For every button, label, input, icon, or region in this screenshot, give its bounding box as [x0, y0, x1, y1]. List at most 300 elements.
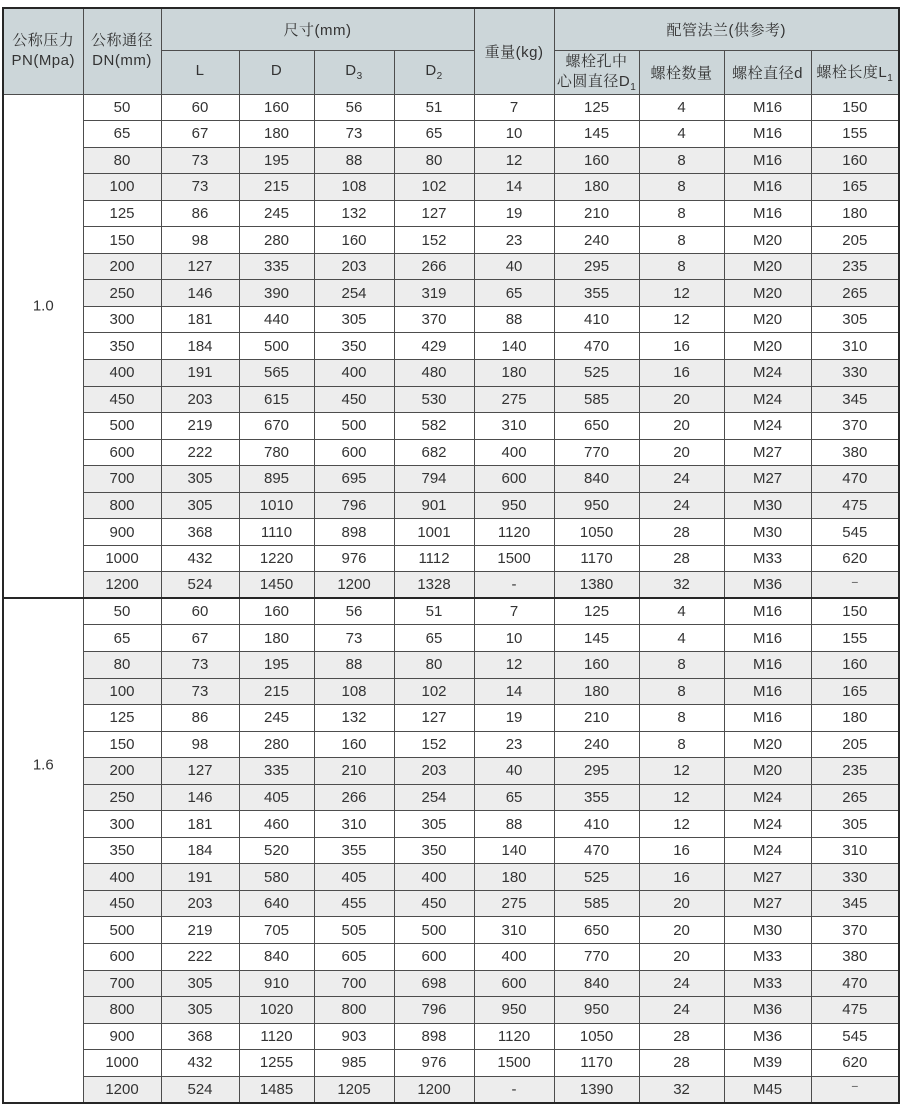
table-cell: 86 — [161, 200, 239, 227]
table-cell: 275 — [474, 890, 554, 917]
table-row — [3, 386, 899, 413]
table-cell: 530 — [394, 386, 474, 413]
pn-value-cell — [3, 94, 83, 598]
table-row — [3, 651, 899, 678]
table-cell: 51 — [394, 94, 474, 121]
table-cell: 900 — [83, 519, 161, 546]
table-cell: 405 — [314, 864, 394, 891]
table-cell: 20 — [639, 386, 724, 413]
table-cell: 200 — [83, 758, 161, 785]
table-cell: 191 — [161, 359, 239, 386]
table-cell: 1000 — [83, 545, 161, 572]
table-cell: 450 — [314, 386, 394, 413]
table-cell: 108 — [314, 174, 394, 201]
table-cell: 88 — [474, 811, 554, 838]
table-cell: 56 — [314, 94, 394, 121]
table-cell: 24 — [639, 466, 724, 493]
table-cell: 23 — [474, 227, 554, 254]
table-row — [3, 705, 899, 732]
table-row — [3, 864, 899, 891]
table-row — [3, 970, 899, 997]
header-col-D — [239, 50, 314, 94]
table-row — [3, 253, 899, 280]
table-cell: 203 — [394, 758, 474, 785]
table-cell: 796 — [314, 492, 394, 519]
table-cell: 16 — [639, 333, 724, 360]
table-row — [3, 784, 899, 811]
table-cell: 898 — [314, 519, 394, 546]
header-col-D-label: D — [270, 62, 283, 79]
table-row — [3, 306, 899, 333]
header-col-D3-sub: 3 — [356, 71, 363, 82]
table-cell: 976 — [394, 1050, 474, 1077]
table-cell: 470 — [811, 970, 899, 997]
table-cell: 1110 — [239, 519, 314, 546]
table-cell: M20 — [724, 333, 811, 360]
table-cell: 4 — [639, 121, 724, 148]
table-cell: 235 — [811, 758, 899, 785]
table-cell: M36 — [724, 572, 811, 599]
table-cell: 275 — [474, 386, 554, 413]
table-row — [3, 1023, 899, 1050]
table-cell: 1120 — [239, 1023, 314, 1050]
table-cell: 1050 — [554, 519, 639, 546]
table-cell: 132 — [314, 705, 394, 732]
table-cell: 24 — [639, 970, 724, 997]
header-col-bolt-qty: 螺栓数量 — [639, 50, 724, 94]
table-cell: 1050 — [554, 1023, 639, 1050]
table-cell: 450 — [83, 890, 161, 917]
table-cell: 266 — [314, 784, 394, 811]
table-cell: 73 — [161, 651, 239, 678]
table-cell: 1001 — [394, 519, 474, 546]
table-cell: 450 — [394, 890, 474, 917]
table-cell: 222 — [161, 944, 239, 971]
table-cell: 400 — [474, 439, 554, 466]
table-cell: 80 — [394, 147, 474, 174]
table-cell: 125 — [554, 94, 639, 121]
table-cell: 200 — [83, 253, 161, 280]
table-cell: 4 — [639, 94, 724, 121]
header-col-D2 — [394, 50, 474, 94]
table-cell: 40 — [474, 253, 554, 280]
table-cell: 380 — [811, 439, 899, 466]
table-cell: 20 — [639, 890, 724, 917]
table-cell: 102 — [394, 174, 474, 201]
table-cell: 794 — [394, 466, 474, 493]
table-cell: M16 — [724, 174, 811, 201]
table-cell: - — [474, 572, 554, 599]
table-cell: 150 — [811, 598, 899, 625]
table-cell: 310 — [314, 811, 394, 838]
pn-value: 1.6 — [32, 756, 54, 774]
table-cell: 16 — [639, 864, 724, 891]
table-cell: 800 — [83, 997, 161, 1024]
section-pn-1-0 — [3, 94, 899, 598]
table-row — [3, 1050, 899, 1077]
table-cell: 16 — [639, 359, 724, 386]
header-col-L — [161, 50, 239, 94]
table-cell: 8 — [639, 678, 724, 705]
table-cell: 132 — [314, 200, 394, 227]
table-cell: 250 — [83, 280, 161, 307]
table-cell: 180 — [554, 678, 639, 705]
table-row — [3, 944, 899, 971]
table-cell: 840 — [554, 466, 639, 493]
table-cell: 245 — [239, 200, 314, 227]
table-row — [3, 147, 899, 174]
table-cell: 350 — [83, 837, 161, 864]
table-cell: 300 — [83, 811, 161, 838]
table-cell: 780 — [239, 439, 314, 466]
section-pn-1-6 — [3, 598, 899, 1102]
table-cell: 1170 — [554, 545, 639, 572]
table-cell: 390 — [239, 280, 314, 307]
table-cell: 254 — [314, 280, 394, 307]
table-row — [3, 333, 899, 360]
table-cell: 184 — [161, 333, 239, 360]
table-cell: 1020 — [239, 997, 314, 1024]
header-col-bolt-len-label: 螺栓长度L — [816, 63, 888, 81]
table-cell: M24 — [724, 386, 811, 413]
table-cell: M33 — [724, 970, 811, 997]
table-cell: 524 — [161, 572, 239, 599]
table-cell: 310 — [474, 917, 554, 944]
table-cell: 405 — [239, 784, 314, 811]
table-cell: 585 — [554, 890, 639, 917]
table-cell: 1500 — [474, 1050, 554, 1077]
table-cell: 280 — [239, 227, 314, 254]
table-cell: M20 — [724, 280, 811, 307]
table-cell: ⁻ — [811, 572, 899, 599]
pn-value-cell — [3, 598, 83, 1102]
table-cell: 1380 — [554, 572, 639, 599]
table-cell: 305 — [161, 997, 239, 1024]
table-cell: 300 — [83, 306, 161, 333]
header-weight: 重量(kg) — [474, 8, 554, 94]
table-cell: ⁻ — [811, 1076, 899, 1103]
table-cell: 20 — [639, 413, 724, 440]
table-cell: M30 — [724, 519, 811, 546]
table-cell: 350 — [394, 837, 474, 864]
table-cell: 370 — [811, 917, 899, 944]
table-cell: 12 — [474, 651, 554, 678]
table-cell: M16 — [724, 678, 811, 705]
table-cell: 950 — [554, 492, 639, 519]
table-cell: 8 — [639, 731, 724, 758]
table-cell: 8 — [639, 705, 724, 732]
table-cell: 8 — [639, 253, 724, 280]
header-flange-group: 配管法兰(供参考) — [554, 8, 899, 50]
table-cell: M16 — [724, 598, 811, 625]
table-cell: 184 — [161, 837, 239, 864]
table-cell: 155 — [811, 625, 899, 652]
table-cell: 7 — [474, 598, 554, 625]
table-cell: 205 — [811, 731, 899, 758]
table-cell: 65 — [83, 121, 161, 148]
table-cell: 150 — [83, 731, 161, 758]
table-cell: 20 — [639, 439, 724, 466]
table-cell: 73 — [161, 678, 239, 705]
table-cell: 400 — [474, 944, 554, 971]
table-cell: 524 — [161, 1076, 239, 1103]
table-cell: 10 — [474, 625, 554, 652]
table-cell: 600 — [474, 970, 554, 997]
table-cell: 840 — [554, 970, 639, 997]
table-cell: M24 — [724, 837, 811, 864]
table-cell: 65 — [394, 625, 474, 652]
table-cell: 355 — [314, 837, 394, 864]
table-cell: 475 — [811, 997, 899, 1024]
table-cell: 8 — [639, 200, 724, 227]
table-row — [3, 890, 899, 917]
table-cell: M24 — [724, 811, 811, 838]
table-cell: 150 — [83, 227, 161, 254]
table-cell: 505 — [314, 917, 394, 944]
table-cell: M16 — [724, 147, 811, 174]
table-cell: 1500 — [474, 545, 554, 572]
table-row — [3, 811, 899, 838]
table-cell: 28 — [639, 519, 724, 546]
table-cell: 310 — [474, 413, 554, 440]
table-cell: 1120 — [474, 519, 554, 546]
header-col-bolt-circle-line2 — [555, 72, 639, 93]
table-cell: 98 — [161, 227, 239, 254]
table-cell: 4 — [639, 598, 724, 625]
table-cell: 32 — [639, 572, 724, 599]
table-cell: 73 — [161, 147, 239, 174]
table-cell: 525 — [554, 864, 639, 891]
table-cell: 65 — [83, 625, 161, 652]
table-cell: 368 — [161, 1023, 239, 1050]
table-cell: M20 — [724, 227, 811, 254]
table-cell: M27 — [724, 439, 811, 466]
table-cell: 12 — [639, 306, 724, 333]
table-cell: 319 — [394, 280, 474, 307]
table-cell: 500 — [394, 917, 474, 944]
table-cell: 180 — [474, 864, 554, 891]
table-cell: 976 — [314, 545, 394, 572]
table-cell: 682 — [394, 439, 474, 466]
table-row — [3, 598, 899, 625]
table-cell: M20 — [724, 253, 811, 280]
table-cell: 1328 — [394, 572, 474, 599]
table-cell: 305 — [314, 306, 394, 333]
table-cell: M33 — [724, 545, 811, 572]
header-col-D3-label: D — [345, 62, 357, 79]
table-cell: 330 — [811, 864, 899, 891]
table-cell: 125 — [554, 598, 639, 625]
table-cell: 245 — [239, 705, 314, 732]
table-cell: 950 — [554, 997, 639, 1024]
table-cell: 12 — [639, 758, 724, 785]
table-cell: 470 — [554, 837, 639, 864]
table-cell: 160 — [554, 651, 639, 678]
table-cell: 160 — [811, 147, 899, 174]
table-cell: 73 — [161, 174, 239, 201]
table-cell: 88 — [314, 651, 394, 678]
table-row — [3, 227, 899, 254]
table-cell: - — [474, 1076, 554, 1103]
table-cell: 1200 — [83, 1076, 161, 1103]
table-row — [3, 413, 899, 440]
table-cell: M24 — [724, 359, 811, 386]
table-cell: 700 — [314, 970, 394, 997]
table-cell: 67 — [161, 121, 239, 148]
header-col-bolt-len-sub: 1 — [887, 72, 894, 84]
table-cell: 280 — [239, 731, 314, 758]
table-cell: 903 — [314, 1023, 394, 1050]
table-cell: 410 — [554, 811, 639, 838]
table-cell: 1000 — [83, 1050, 161, 1077]
table-cell: 65 — [394, 121, 474, 148]
table-cell: 305 — [161, 492, 239, 519]
table-cell: 108 — [314, 678, 394, 705]
table-cell: M16 — [724, 625, 811, 652]
table-cell: 8 — [639, 651, 724, 678]
table-cell: 470 — [554, 333, 639, 360]
table-cell: 14 — [474, 174, 554, 201]
table-cell: 600 — [83, 944, 161, 971]
table-cell: M36 — [724, 997, 811, 1024]
table-cell: 8 — [639, 147, 724, 174]
table-cell: 180 — [554, 174, 639, 201]
table-cell: 429 — [394, 333, 474, 360]
table-cell: 1200 — [314, 572, 394, 599]
table-cell: 695 — [314, 466, 394, 493]
table-cell: 545 — [811, 519, 899, 546]
table-cell: 150 — [811, 94, 899, 121]
table-cell: 295 — [554, 253, 639, 280]
table-cell: 80 — [83, 147, 161, 174]
table-cell: 160 — [239, 598, 314, 625]
table-cell: 1112 — [394, 545, 474, 572]
table-cell: 1010 — [239, 492, 314, 519]
table-cell: 12 — [474, 147, 554, 174]
table-cell: 32 — [639, 1076, 724, 1103]
table-cell: 500 — [314, 413, 394, 440]
table-cell: 205 — [811, 227, 899, 254]
table-row — [3, 545, 899, 572]
table-cell: 28 — [639, 1023, 724, 1050]
table-cell: M16 — [724, 651, 811, 678]
table-cell: 400 — [394, 864, 474, 891]
table-cell: 140 — [474, 837, 554, 864]
table-cell: 56 — [314, 598, 394, 625]
table-cell: 222 — [161, 439, 239, 466]
table-cell: 215 — [239, 678, 314, 705]
table-cell: 400 — [83, 864, 161, 891]
table-cell: 160 — [554, 147, 639, 174]
table-cell: M24 — [724, 413, 811, 440]
header-col-bolt-circle-line2-text: 心圆直径D — [556, 72, 631, 90]
header-nominal-diameter-line2: DN(mm) — [92, 52, 152, 70]
table-row — [3, 439, 899, 466]
table-cell: 950 — [474, 997, 554, 1024]
header-nominal-pressure-line1: 公称压力 — [12, 32, 75, 50]
table-cell: 152 — [394, 227, 474, 254]
table-cell: 350 — [314, 333, 394, 360]
table-cell: 1220 — [239, 545, 314, 572]
table-cell: 98 — [161, 731, 239, 758]
table-cell: 127 — [394, 200, 474, 227]
table-cell: 219 — [161, 917, 239, 944]
table-cell: 1390 — [554, 1076, 639, 1103]
table-cell: 305 — [811, 306, 899, 333]
table-cell: 1170 — [554, 1050, 639, 1077]
table-row — [3, 94, 899, 121]
table-cell: 600 — [314, 439, 394, 466]
header-nominal-pressure — [3, 8, 83, 94]
table-cell: 698 — [394, 970, 474, 997]
table-cell: 985 — [314, 1050, 394, 1077]
table-row — [3, 359, 899, 386]
table-cell: 4 — [639, 625, 724, 652]
table-cell: 152 — [394, 731, 474, 758]
header-nominal-pressure-line2: PN(Mpa) — [11, 52, 75, 70]
table-cell: M16 — [724, 705, 811, 732]
table-cell: 432 — [161, 545, 239, 572]
table-cell: 80 — [394, 651, 474, 678]
table-cell: 10 — [474, 121, 554, 148]
table-cell: 700 — [83, 466, 161, 493]
table-cell: 88 — [474, 306, 554, 333]
table-cell: 203 — [161, 890, 239, 917]
table-cell: 100 — [83, 678, 161, 705]
header-nominal-diameter — [83, 8, 161, 94]
table-cell: 195 — [239, 651, 314, 678]
table-cell: 180 — [239, 121, 314, 148]
table-cell: 500 — [83, 413, 161, 440]
table-cell: 370 — [811, 413, 899, 440]
table-row — [3, 997, 899, 1024]
table-cell: 900 — [83, 1023, 161, 1050]
table-cell: 910 — [239, 970, 314, 997]
table-cell: 898 — [394, 1023, 474, 1050]
table-cell: 181 — [161, 811, 239, 838]
table-cell: 432 — [161, 1050, 239, 1077]
pn-value: 1.0 — [32, 297, 54, 315]
table-cell: 12 — [639, 280, 724, 307]
header-col-D3 — [314, 50, 394, 94]
table-cell: 600 — [394, 944, 474, 971]
table-cell: 440 — [239, 306, 314, 333]
table-cell: 8 — [639, 174, 724, 201]
table-cell: 1205 — [314, 1076, 394, 1103]
table-cell: 705 — [239, 917, 314, 944]
table-cell: 210 — [554, 705, 639, 732]
table-cell: 160 — [239, 94, 314, 121]
header-nominal-diameter-line1: 公称通径 — [90, 32, 153, 50]
table-cell: 180 — [811, 705, 899, 732]
table-cell: 165 — [811, 174, 899, 201]
table-cell: 460 — [239, 811, 314, 838]
table-cell: 155 — [811, 121, 899, 148]
table-cell: 410 — [554, 306, 639, 333]
table-cell: 800 — [83, 492, 161, 519]
table-cell: 125 — [83, 200, 161, 227]
table-cell: 600 — [474, 466, 554, 493]
table-cell: 203 — [314, 253, 394, 280]
table-row — [3, 678, 899, 705]
table-cell: 180 — [474, 359, 554, 386]
table-cell: 335 — [239, 758, 314, 785]
table-cell: M39 — [724, 1050, 811, 1077]
table-cell: 127 — [161, 758, 239, 785]
table-cell: 310 — [811, 333, 899, 360]
table-cell: 605 — [314, 944, 394, 971]
table-cell: 266 — [394, 253, 474, 280]
